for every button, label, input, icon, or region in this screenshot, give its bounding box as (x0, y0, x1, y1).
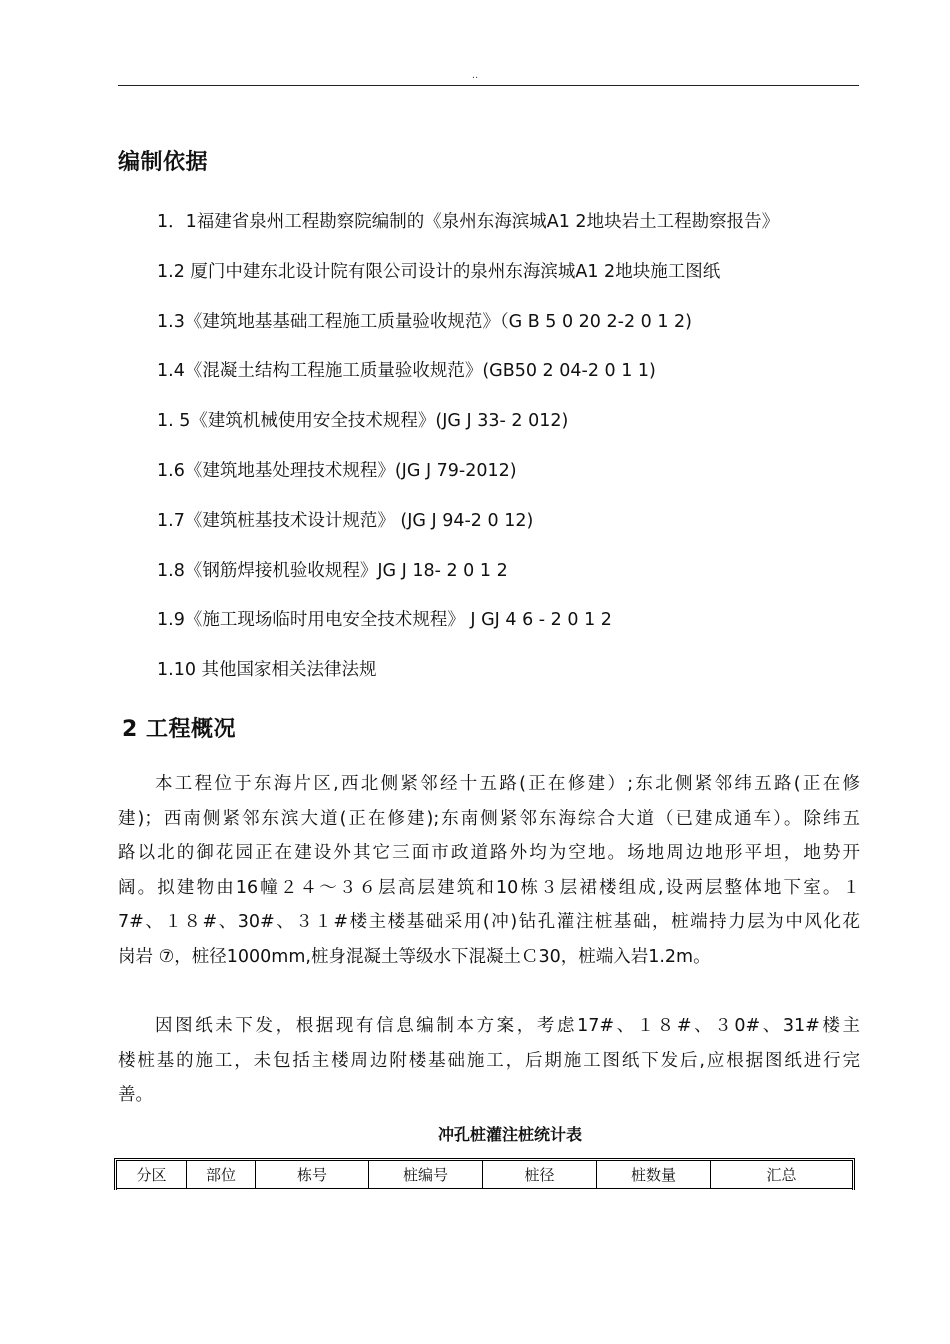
paragraph-line: 阔。拟建物由16幢２４～３６层高层建筑和10栋３层裙楼组成,设两层整体地下室。１ (118, 877, 860, 898)
reference-item: 1.7《建筑桩基技术设计规范》 (JG J 94-2 0 12) (157, 511, 534, 531)
header-mark: .. (471, 70, 479, 81)
table-header-cell: 部位 (187, 1161, 256, 1189)
header-rule (118, 85, 859, 86)
reference-item: 1．1福建省泉州工程勘察院编制的《泉州东海滨城A1 2地块岩土工程勘察报告》 (157, 212, 780, 232)
paragraph-line: 7#、１８#、30#、３１#楼主楼基础采用(冲)钻孔灌注桩基础，桩端持力层为中风化花 (118, 912, 860, 932)
section-1-title: 编制依据 (118, 150, 209, 175)
paragraph-line: 岗岩 ⑦，桩径1000mm,桩身混凝土等级水下混凝土Ｃ30，桩端入岩1.2m。 (118, 946, 711, 967)
table-header-cell: 桩编号 (369, 1161, 483, 1189)
reference-item: 1.2 厦门中建东北设计院有限公司设计的泉州东海滨城A1 2地块施工图纸 (157, 262, 721, 282)
paragraph-line: 本工程位于东海片区,西北侧紧邻经十五路(正在修建）;东北侧紧邻纬五路(正在修 (155, 774, 860, 794)
table-header-cell: 桩数量 (597, 1161, 711, 1189)
table-header-cell: 汇总 (711, 1161, 853, 1189)
scope-paragraph (118, 1009, 860, 1113)
paragraph-line: 楼桩基的施工，未包括主楼周边附楼基础施工，后期施工图纸下发后,应根据图纸进行完 (118, 1050, 860, 1071)
paragraph-line: 路以北的御花园正在建设外其它三面市政道路外均为空地。场地周边地形平坦，地势开 (118, 843, 860, 863)
overview-paragraph (118, 767, 860, 974)
table-header-cell: 桩径 (483, 1161, 597, 1189)
reference-item: 1.4《混凝土结构工程施工质量验收规范》(GB50 2 04-2 0 1 1) (157, 361, 656, 381)
reference-item: 1.3《建筑地基基础工程施工质量验收规范》（G B 5 0 20 2-2 0 1 2) (157, 312, 692, 332)
reference-item: 1.6《建筑地基处理技术规程》(JG J 79-2012) (157, 461, 517, 481)
table-title: 冲孔桩灌注桩统计表 (437, 1125, 582, 1144)
reference-item: 1.10 其他国家相关法律法规 (157, 660, 377, 680)
table-header-row (117, 1161, 852, 1189)
table-header-cell: 栋号 (256, 1161, 369, 1189)
reference-item: 1.8《钢筋焊接机验收规程》JG J 18- 2 0 1 2 (157, 561, 508, 581)
pile-statistics-table (114, 1158, 855, 1190)
reference-item: 1.9《施工现场临时用电安全技术规程》 J GJ 4 6 - 2 0 1 2 (157, 610, 612, 630)
table-header-cell: 分区 (117, 1161, 187, 1189)
reference-item: 1. 5《建筑机械使用安全技术规程》(JG J 33- 2 012) (157, 411, 569, 431)
paragraph-line: 因图纸未下发，根据现有信息编制本方案，考虑17#、１８#、３0#、31#楼主 (155, 1016, 860, 1036)
paragraph-line: 善。 (118, 1085, 153, 1105)
section-2-title: 2 工程概况 (122, 717, 236, 742)
paragraph-line: 建)；西南侧紧邻东滨大道(正在修建);东南侧紧邻东海综合大道（已建成通车）。除纬五 (118, 808, 860, 829)
